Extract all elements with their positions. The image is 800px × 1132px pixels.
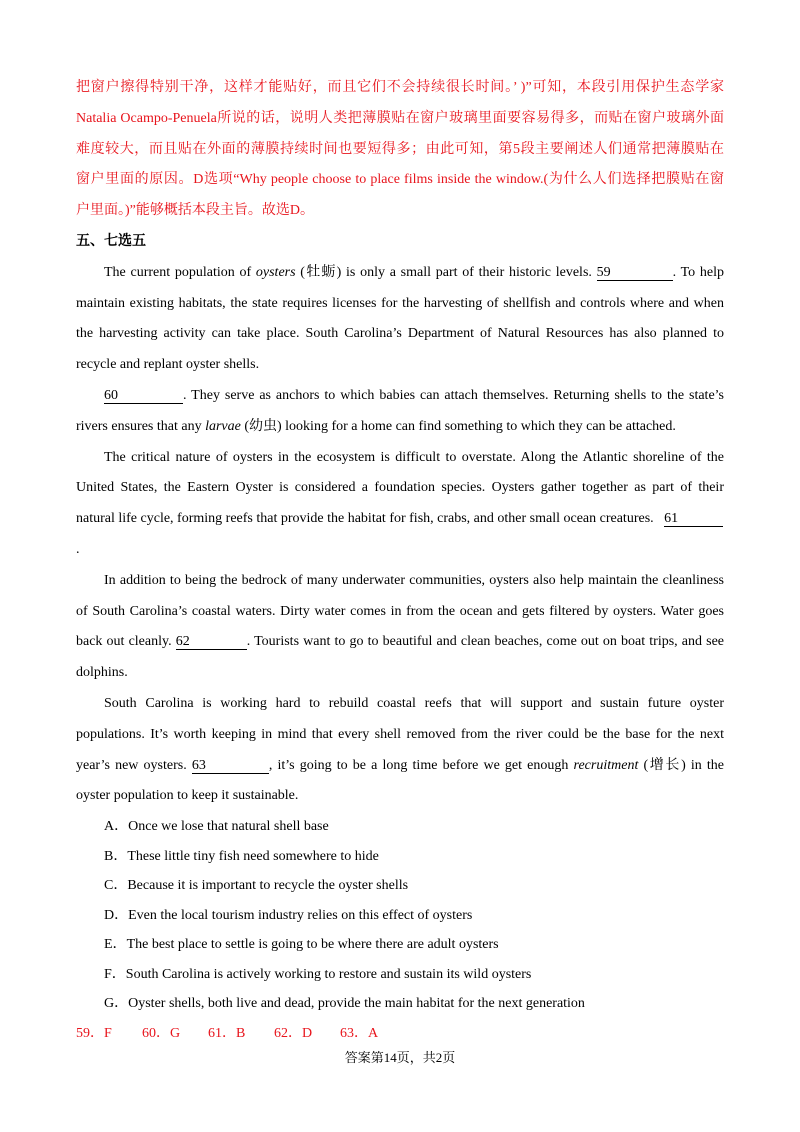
passage-text: (增长) in the	[643, 757, 724, 773]
explanation-line: 窗户里面的原因。D选项“Why people choose to place films inside the window.(为什么人们选择把膜贴在窗	[76, 172, 724, 188]
option-F	[76, 960, 724, 990]
passage-line	[76, 412, 724, 443]
passage-text: (幼虫) looking for a home can find something to which they can be attached.	[244, 418, 676, 434]
passage-line: recycle and replant oyster shells.	[76, 357, 260, 373]
option-text: Once we lose that natural shell base	[128, 819, 329, 835]
passage-text: rivers ensures that any	[76, 418, 202, 434]
answer-item: 60．G	[142, 1025, 181, 1041]
explanation-line: 难度较大，而且贴在外面的薄膜持续时间也要短得多；由此可知，第5段主要阐述人们通常把薄膜贴在	[76, 141, 724, 157]
option-C	[76, 871, 724, 901]
page-footer: 答案第14页，共2页	[344, 1050, 456, 1065]
option-label: C．	[104, 878, 128, 894]
answer-item: 62．D	[274, 1025, 313, 1041]
passage-line	[76, 751, 724, 782]
option-label: F．	[104, 966, 126, 982]
option-label: B．	[104, 848, 128, 864]
passage-text: natural life cycle, forming reefs that provide the habitat for fish, crabs, and other small ocean creatures.	[76, 511, 654, 527]
passage-line: dolphins.	[76, 665, 128, 681]
explanation-line: 把窗户擦得特别干净，这样才能贴好，而且它们不会持续很长时间。’ )”可知，本段引用保护生态学家	[76, 80, 724, 95]
passage-line: oyster population to keep it sustainable.	[76, 788, 299, 804]
passage-text: . They serve as anchors to which babies can attach themselves. Returning shells to the state’s	[183, 387, 724, 403]
option-B	[76, 842, 724, 872]
passage-line: The critical nature of oysters in the ecosystem is difficult to overstate. Along the Atlantic shoreline of the	[104, 449, 724, 465]
option-E	[76, 930, 724, 960]
passage-text: year’s new oysters.	[76, 757, 187, 773]
passage-line: United States, the Eastern Oyster is considered a foundation species. Oysters gather together as part of their	[76, 480, 724, 496]
explanation-line: 户里面。)”能够概括本段主旨。故选D。	[76, 203, 314, 219]
option-text: Because it is important to recycle the oyster shells	[127, 878, 409, 894]
option-text: South Carolina is actively working to restore and sustain its wild oysters	[125, 966, 532, 982]
passage-line: South Carolina is working hard to rebuild coastal reefs that will support and sustain future oyster	[104, 695, 724, 711]
explanation-line: Natalia Ocampo-Penuela所说的话，说明人类把薄膜贴在窗户玻璃里面要容易得多，而贴在窗户玻璃外面	[76, 110, 724, 126]
answer-blank-61: 61	[664, 511, 723, 527]
passage-line: .	[76, 541, 80, 557]
answer-item: 63．A	[340, 1025, 379, 1041]
passage-line	[76, 627, 724, 658]
option-text: The best place to settle is going to be where there are adult oysters	[126, 937, 499, 953]
answer-item: 59．F	[76, 1025, 112, 1041]
page-content	[76, 73, 724, 1049]
passage-line	[76, 381, 724, 412]
option-text: These little tiny fish need somewhere to hide	[127, 848, 379, 864]
passage-line: populations. It’s worth keeping in mind that every shell removed from the river could be the base for the next	[76, 726, 724, 742]
option-text: Even the local tourism industry relies on this effect of oysters	[128, 907, 473, 923]
passage-line: the harvesting activity can take place. South Carolina’s Department of Natural Resources has also planned to	[76, 326, 724, 342]
passage-line: maintain existing habitats, the state requires licenses for the harvesting of shellfish and controls where and when	[76, 295, 724, 311]
passage-text: back out cleanly.	[76, 634, 172, 650]
passage-line: of South Carolina’s coastal waters. Dirty water comes in from the ocean and gets filtered by oysters. Water goes	[76, 603, 724, 619]
answer-blank-59: 59	[597, 265, 673, 281]
answer-item: 61．B	[208, 1025, 246, 1041]
passage-text: (牡蛎) is only a small part of their historic levels.	[300, 264, 592, 280]
answer-blank-63: 63	[192, 758, 269, 774]
passage-text: The current population of	[104, 264, 252, 280]
option-label: G．	[104, 996, 129, 1012]
answer-key	[76, 1019, 724, 1050]
passage-line: In addition to being the bedrock of many underwater communities, oysters also help maintain the cleanliness	[104, 572, 724, 588]
passage-text: . Tourists want to go to beautiful and clean beaches, come out on boat trips, and see	[246, 634, 725, 650]
italic-term: larvae	[205, 418, 241, 434]
answer-blank-62: 62	[176, 634, 247, 650]
answer-blank-60: 60	[104, 388, 183, 404]
passage-line	[76, 504, 724, 535]
italic-term: oysters	[255, 264, 296, 280]
option-A	[76, 812, 724, 842]
option-D	[76, 901, 724, 931]
option-label: D．	[104, 907, 129, 923]
italic-term: recruitment	[573, 757, 639, 773]
option-label: E．	[104, 937, 127, 953]
passage-text: , it’s going to be a long time before we get enough	[268, 757, 569, 773]
passage-line	[76, 258, 724, 289]
option-text: Oyster shells, both live and dead, provide the main habitat for the next generation	[128, 996, 585, 1012]
section-heading: 五、七选五	[76, 233, 146, 249]
passage-text: . To help	[672, 264, 725, 280]
option-label: A．	[104, 819, 129, 835]
option-G	[76, 989, 724, 1019]
